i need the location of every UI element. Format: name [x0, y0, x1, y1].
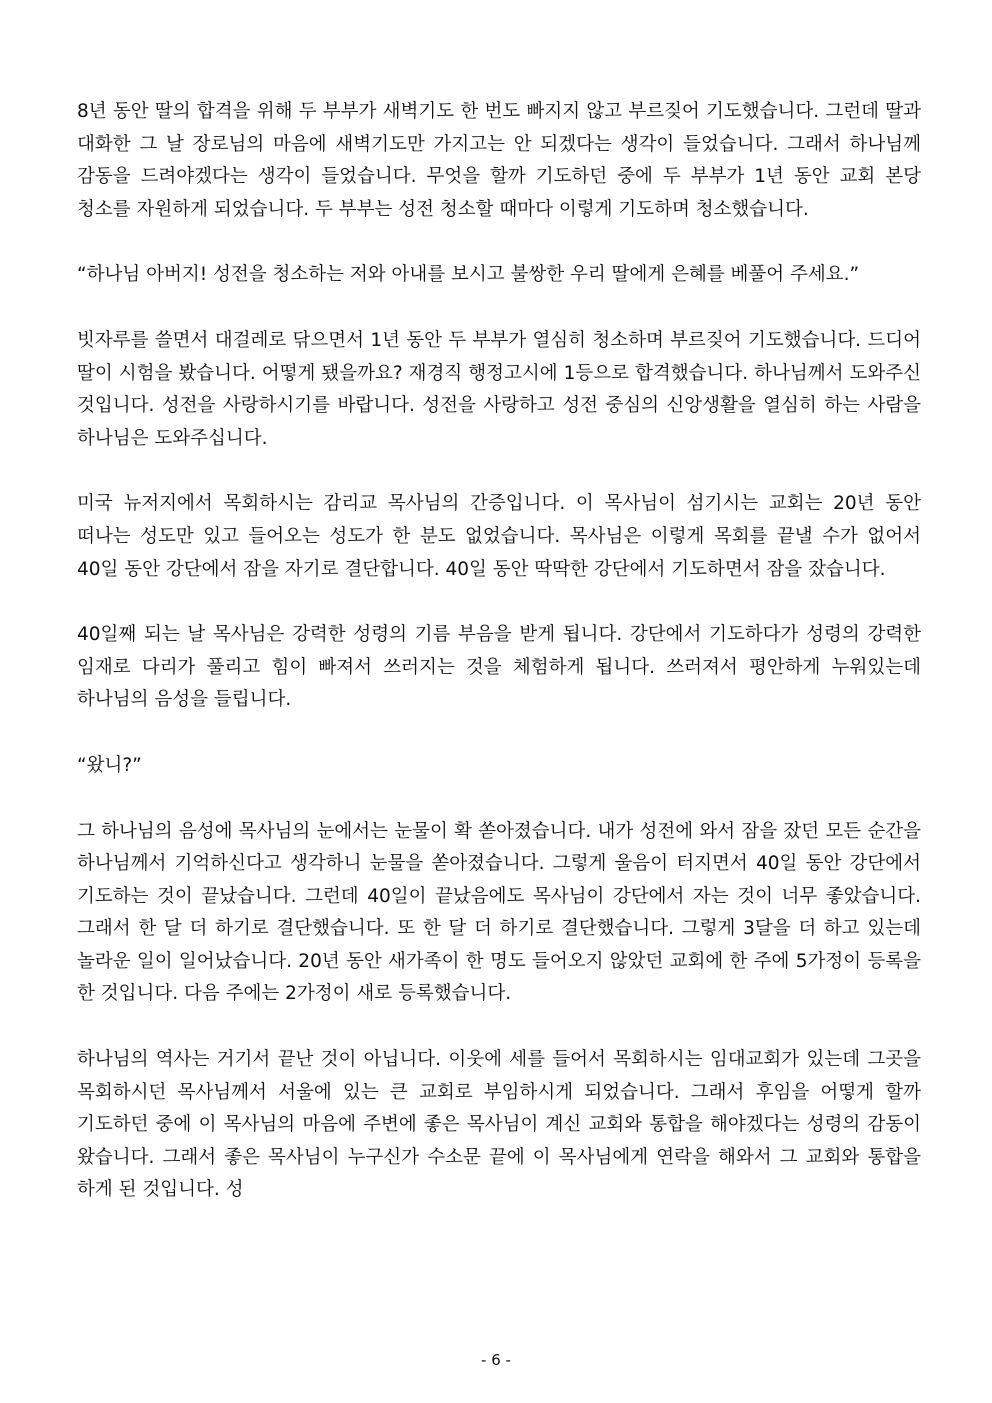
paragraph-8: 하나님의 역사는 거기서 끝난 것이 아닙니다. 이웃에 세를 들어서 목회하시는 임대교회가 있는데 그곳을 목회하시던 목사님께서 서울에 있는 큰 교회로 부임하시게 되었습니다. 그래서 후임을 어떻게 할까 기도하던 중에 이 목사님의 마음에 주변에 좋은 목사님이 계신 교회와 통합을 해야겠다는 성령의 감동이 왔습니다. 그래서 좋은 목사님이 누구신가 수소문 끝에 이 목사님에게 연락을 해와서 그 교회와 통합을 하게 된 것입니다. 성 — [77, 1049, 921, 1201]
paragraph-4: 미국 뉴저지에서 목회하시는 감리교 목사님의 간증입니다. 이 목사님이 섬기시는 교회는 20년 동안 떠나는 성도만 있고 들어오는 성도가 한 분도 없었습니다. 목사님은 이렇게 목회를 끝낼 수가 없어서 40일 동안 강단에서 잠을 자기로 결단합니다. 40일 동안 딱딱한 강단에서 기도하면서 잠을 잤습니다. — [77, 493, 921, 580]
paragraph-7: 그 하나님의 음성에 목사님의 눈에서는 눈물이 확 쏟아졌습니다. 내가 성전에 와서 잠을 잤던 모든 순간을 하나님께서 기억하신다고 생각하니 눈물을 쏟아졌습니다. 그렇게 울음이 터지면서 40일 동안 강단에서 기도하는 것이 끝났습니다. 그런데 40일이 끝났음에도 목사님이 강단에서 자는 것이 너무 좋았습니다. 그래서 한 달 더 하기로 결단했습니다. 또 한 달 더 하기로 결단했습니다. 그렇게 3달을 더 하고 있는데 놀라운 일이 일어났습니다. 20년 동안 새가족이 한 명도 들어오지 않았던 교회에 한 주에 5가정이 등록을 한 것입니다. 다음 주에는 2가정이 새로 등록했습니다. — [77, 820, 921, 1005]
paragraph-2-prayer-quote: “하나님 아버지! 성전을 청소하는 저와 아내를 보시고 불쌍한 우리 딸에게 은혜를 베풀어 주세요.” — [77, 264, 860, 286]
paragraph-3: 빗자루를 쓸면서 대걸레로 닦으면서 1년 동안 두 부부가 열심히 청소하며 부르짖어 기도했습니다. 드디어 딸이 시험을 봤습니다. 어떻게 됐을까요? 재경직 행정고시에 1등으로 합격했습니다. 하나님께서 도와주신 것입니다. 성전을 사랑하시기를 바랍니다. 성전을 사랑하고 성전 중심의 신앙생활을 열심히 하는 사람을 하나님은 도와주십니다. — [77, 329, 921, 449]
page-number: - 6 - — [481, 1351, 511, 1369]
paragraph-1: 8년 동안 딸의 합격을 위해 두 부부가 새벽기도 한 번도 빠지지 않고 부르짖어 기도했습니다. 그런데 딸과 대화한 그 날 장로님의 마음에 새벽기도만 가지고는 안 되겠다는 생각이 들었습니다. 그래서 하나님께 감동을 드려야겠다는 생각이 들었습니다. 무엇을 할까 기도하던 중에 두 부부가 1년 동안 교회 본당 청소를 자원하게 되었습니다. 두 부부는 성전 청소할 때마다 이렇게 기도하며 청소했습니다. — [77, 101, 921, 220]
body-text — [77, 96, 921, 1240]
paragraph-5: 40일째 되는 날 목사님은 강력한 성령의 기름 부음을 받게 됩니다. 강단에서 기도하다가 성령의 강력한 임재로 다리가 풀리고 힘이 빠져서 쓰러지는 것을 체험하게 됩니다. 쓰러져서 평안하게 누워있는데 하나님의 음성을 들립니다. — [77, 624, 921, 711]
paragraph-6-quote: “왔니?” — [77, 754, 142, 776]
